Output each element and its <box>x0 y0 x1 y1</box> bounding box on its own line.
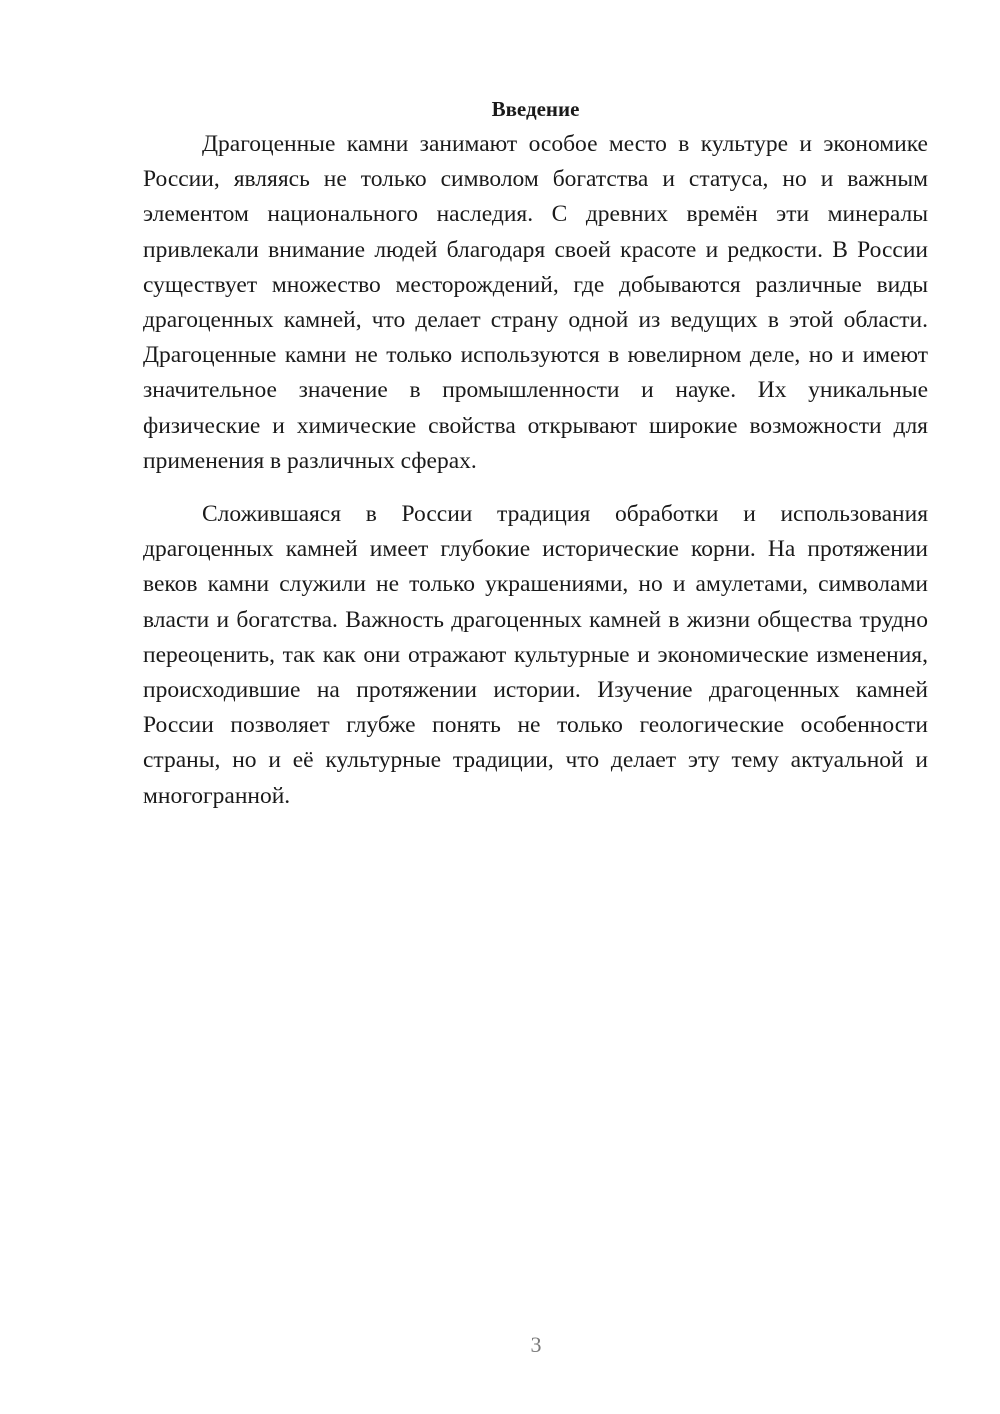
page-content <box>143 92 928 814</box>
section-heading: Введение <box>491 97 580 121</box>
page-number: 3 <box>530 1332 542 1357</box>
paragraph-1: Драгоценные камни занимают особое место в культуре и экономике России, являясь не только символом богатства и статуса, но и важным элементом национального наследия. С древних времён эти минералы привлекали внимание людей благодаря своей красоте и редкости. В России существует множество месторождений, где добываются различные виды драгоценных камней, что делает страну одной из ведущих в этой области. Драгоценные камни не только используются в ювелирном деле, но и имеют значительное значение в промышленности и науке. Их уникальные физические и химические свойства открывают широкие возможности для применения в различных сферах. <box>143 131 928 474</box>
paragraph-2: Сложившаяся в России традиция обработки и использования драгоценных камней имеет глубокие исторические корни. На протяжении веков камни служили не только украшениями, но и амулетами, символами власти и богатства. Важность драгоценных камней в жизни общества трудно переоценить, так как они отражают культурные и экономические изменения, происходившие на протяжении истории. Изучение драгоценных камней России позволяет глубже понять не только геологические особенности страны, но и её культурные традиции, что делает эту тему актуальной и многогранной. <box>143 501 928 809</box>
